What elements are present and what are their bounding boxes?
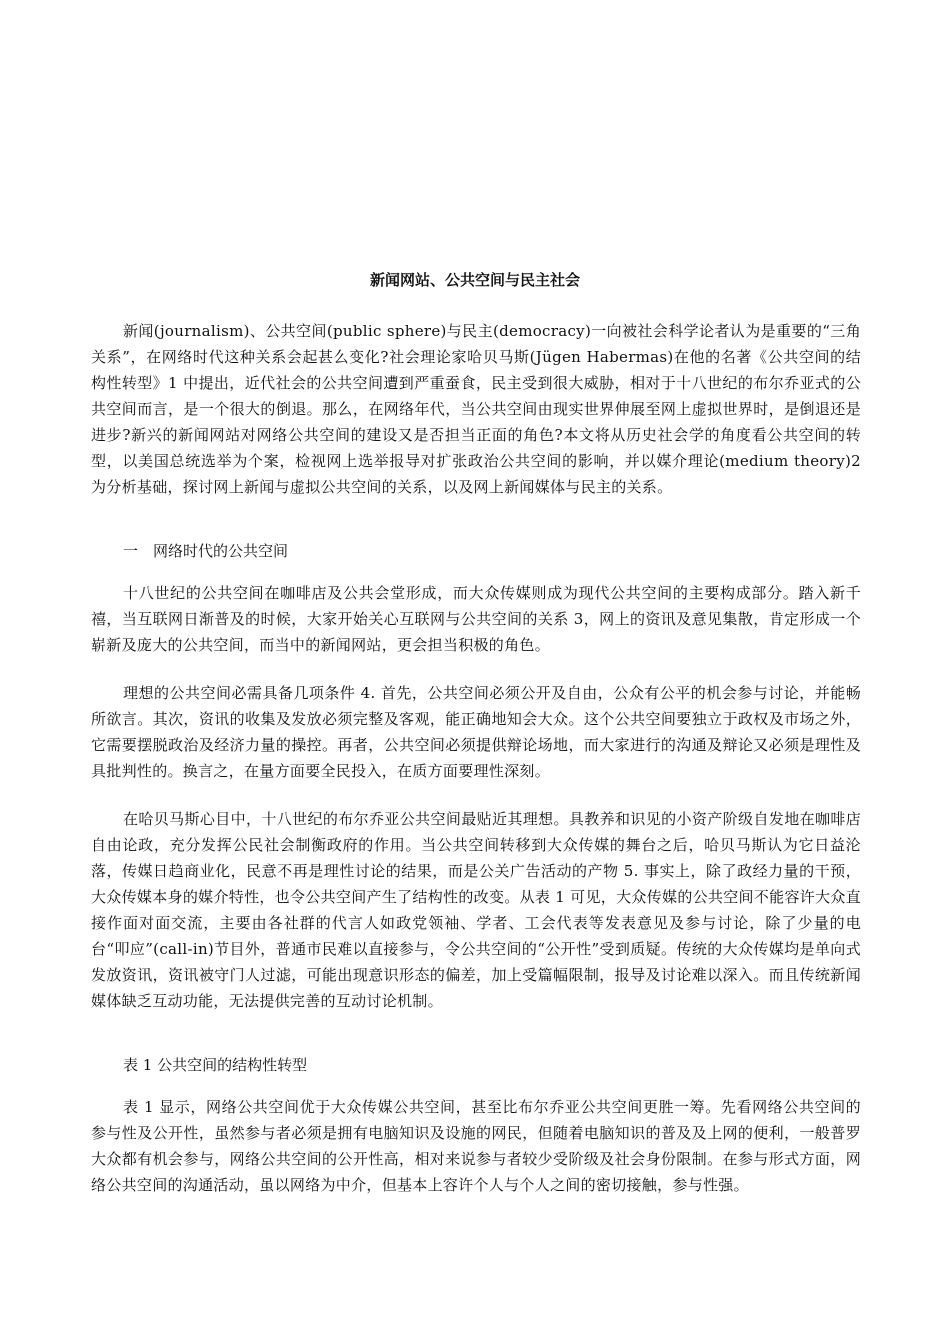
section-heading: 一 网络时代的公共空间 [123, 542, 289, 560]
intro-paragraph: 新闻(journalism)、公共空间(public sphere)与民主(democracy)一向被社会科学论者认为是重要的“三角关系”，在网络时代这种关系会起甚么变化?社会理论家哈贝马斯(Jügen Habermas)在他的名著《公共空间的结构性转型》1 中提出，近代社会的公共空间遭到严重蚕食，民主受到很大威胁，相对于十八世纪的布尔乔亚式的公共空间而言，是一个很大的倒退。那么，在网络年代，当公共空间由现实世界伸展至网上虚拟世界时，是倒退还是进步?新兴的新闻网站对网络公共空间的建设又是否担当正面的角色?本文将从历史社会学的角度看公共空间的转型，以美国总统选举为个案，检视网上选举报导对扩张政治公共空间的影响，并以媒介理论(medium theory)2 为分析基础，探讨网上新闻与虚拟公共空间的关系，以及网上新闻媒体与民主的关系。 [91, 322, 861, 496]
body-paragraph-2: 理想的公共空间必需具备几项条件 4. 首先，公共空间必须公开及自由，公众有公平的机会参与讨论，并能畅所欲言。其次，资讯的收集及发放必须完整及客观，能正确地知会大众。这个公共空间要独立于政权及市场之外，它需要摆脱政治及经济力量的操控。再者，公共空间必须提供辩论场地，而大家进行的沟通及辩论又必须是理性及具批判性的。换言之，在量方面要全民投入，在质方面要理性深刻。 [91, 684, 861, 780]
body-paragraph-4: 表 1 显示，网络公共空间优于大众传媒公共空间，甚至比布尔乔亚公共空间更胜一筹。先看网络公共空间的参与性及公开性，虽然参与者必须是拥有电脑知识及设施的网民，但随着电脑知识的普及及上网的便利，一般普罗大众都有机会参与，网络公共空间的公开性高，相对来说参与者较少受阶级及社会身份限制。在参与形式方面，网络公共空间的沟通活动，虽以网络为中介，但基本上容许个人与个人之间的密切接触，参与性强。 [91, 1098, 861, 1194]
table-caption: 表 1 公共空间的结构性转型 [123, 1056, 308, 1074]
body-paragraph-3: 在哈贝马斯心目中，十八世纪的布尔乔亚公共空间最贴近其理想。具教养和识见的小资产阶级自发地在咖啡店自由论政，充分发挥公民社会制衡政府的作用。当公共空间转移到大众传媒的舞台之后，哈贝马斯认为它日益沦落，传媒日趋商业化，民意不再是理性讨论的结果，而是公关广告活动的产物 5. 事实上，除了政经力量的干预，大众传媒本身的媒介特性，也令公共空间产生了结构性的改变。从表 1 可见，大众传媒的公共空间不能容许大众直接作面对面交流，主要由各社群的代言人如政党领袖、学者、工会代表等发表意见及参与讨论，除了少量的电台“叩应”(call-in)节目外，普通市民难以直接参与，令公共空间的“公开性”受到质疑。传统的大众传媒均是单向式发放资讯，资讯被守门人过滤，可能出现意识形态的偏差，加上受篇幅限制，报导及讨论难以深入。而且传统新闻媒体缺乏互动功能，无法提供完善的互动讨论机制。 [91, 810, 861, 1010]
document-title: 新闻网站、公共空间与民主社会 [369, 271, 580, 289]
body-paragraph-1: 十八世纪的公共空间在咖啡店及公共会堂形成，而大众传媒则成为现代公共空间的主要构成部分。踏入新千禧，当互联网日渐普及的时候，大家开始关心互联网与公共空间的关系 3，网上的资讯及意见集散，肯定形成一个崭新及庞大的公共空间，而当中的新闻网站，更会担当积极的角色。 [91, 584, 861, 654]
